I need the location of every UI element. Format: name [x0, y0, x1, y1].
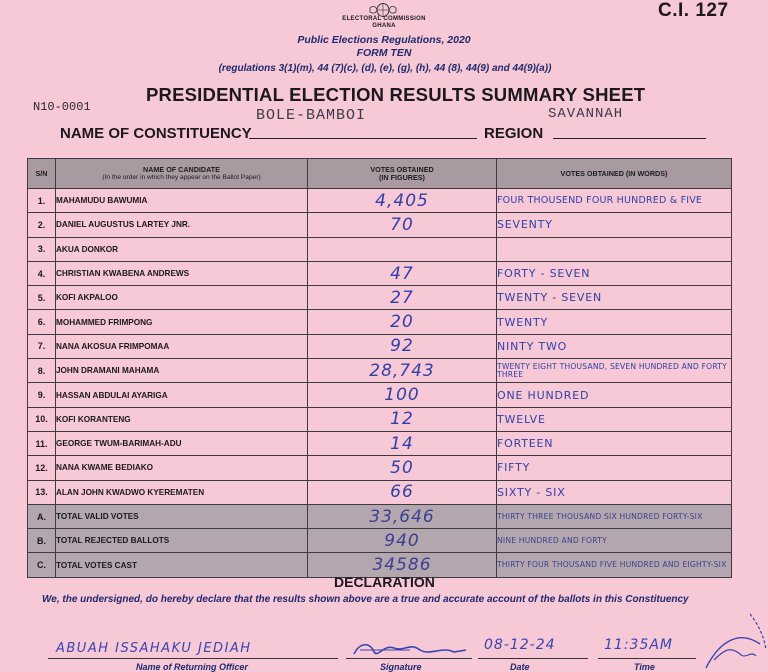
table-row [28, 431, 732, 455]
table-row [28, 383, 732, 407]
candidate-name: NANA KWAME BEDIAKO [56, 456, 308, 480]
row-sn: 9. [28, 383, 56, 407]
signature-label: Signature [380, 662, 422, 672]
votes-words: NINTY TWO [497, 334, 732, 358]
candidate-name: ALAN JOHN KWADWO KYEREMATEN [56, 480, 308, 504]
candidate-name: CHRISTIAN KWABENA ANDREWS [56, 261, 308, 285]
signature-scribble [350, 640, 470, 660]
candidate-name: AKUA DONKOR [56, 237, 308, 261]
constituency-label: NAME OF CONSTITUENCY [60, 125, 252, 142]
officer-name: ABUAH ISSAHAKU JEDIAH [56, 641, 252, 656]
candidate-header: NAME OF CANDIDATE (In the order in which they appear on the Ballot Paper) [56, 159, 308, 189]
time-underline [598, 658, 696, 659]
candidate-name: MOHAMMED FRIMPONG [56, 310, 308, 334]
candidate-name: GEORGE TWUM-BARIMAH-ADU [56, 431, 308, 455]
words-header: VOTES OBTAINED (IN WORDS) [497, 159, 732, 189]
votes-figures: 47 [308, 261, 497, 285]
total-label: TOTAL VALID VOTES [56, 504, 308, 528]
votes-figures: 100 [308, 383, 497, 407]
row-sn: 13. [28, 480, 56, 504]
row-sn: B. [28, 529, 56, 553]
votes-figures: 50 [308, 456, 497, 480]
officer-label: Name of Returning Officer [136, 662, 248, 672]
votes-figures: 27 [308, 286, 497, 310]
total-rejected-row [28, 529, 732, 553]
time-label: Time [634, 662, 655, 672]
votes-figures: 4,405 [308, 189, 497, 213]
votes-figures: 20 [308, 310, 497, 334]
time-value: 11:35AM [604, 637, 674, 653]
official-stamp-icon [700, 610, 768, 672]
votes-figures: 12 [308, 407, 497, 431]
row-sn: 2. [28, 213, 56, 237]
row-sn: A. [28, 504, 56, 528]
row-sn: 3. [28, 237, 56, 261]
constituency-value: BOLE-BAMBOI [256, 107, 367, 124]
row-sn: 6. [28, 310, 56, 334]
date-underline [478, 658, 588, 659]
votes-words: SEVENTY [497, 213, 732, 237]
table-header-row [28, 159, 732, 189]
table-row [28, 237, 732, 261]
votes-words: SIXTY - SIX [497, 480, 732, 504]
table-row [28, 359, 732, 383]
votes-words: ONE HUNDRED [497, 383, 732, 407]
ci-number: C.I. 127 [658, 0, 729, 21]
row-sn: 5. [28, 286, 56, 310]
votes-figures: 70 [308, 213, 497, 237]
candidate-name: MAHAMUDU BAWUMIA [56, 189, 308, 213]
row-sn: 4. [28, 261, 56, 285]
votes-words: FORTY - SEVEN [497, 261, 732, 285]
candidate-name: NANA AKOSUA FRIMPOMAA [56, 334, 308, 358]
row-sn: 11. [28, 431, 56, 455]
declaration-text: We, the undersigned, do hereby declare that the results shown above are a true and accurate account of the ballots in this Constituency [42, 594, 689, 605]
total-words: NINE HUNDRED AND FORTY [497, 529, 732, 553]
page-title: PRESIDENTIAL ELECTION RESULTS SUMMARY SHEET [146, 84, 646, 105]
form-name: FORM TEN [356, 47, 412, 59]
votes-words: TWELVE [497, 407, 732, 431]
votes-words: TWENTY EIGHT THOUSAND, SEVEN HUNDRED AND FORTY THREE [497, 359, 732, 383]
figures-header: VOTES OBTAINED (IN FIGURES) [308, 159, 497, 189]
votes-figures: 14 [308, 431, 497, 455]
total-label: TOTAL VOTES CAST [56, 553, 308, 577]
commission-name: ELECTORAL COMMISSION GHANA [342, 16, 426, 29]
table-row [28, 213, 732, 237]
votes-words: FORTEEN [497, 431, 732, 455]
votes-words: TWENTY [497, 310, 732, 334]
candidate-name: HASSAN ABDULAI AYARIGA [56, 383, 308, 407]
sn-header: S/N [28, 159, 56, 189]
votes-words: TWENTY - SEVEN [497, 286, 732, 310]
table-row [28, 480, 732, 504]
regulations-title: Public Elections Regulations, 2020 FORM TEN [250, 34, 518, 60]
region-value: SAVANNAH [548, 106, 624, 122]
row-sn: C. [28, 553, 56, 577]
table-row [28, 189, 732, 213]
table-row [28, 261, 732, 285]
date-label: Date [510, 662, 530, 672]
table-row [28, 456, 732, 480]
total-valid-row [28, 504, 732, 528]
candidate-name: KOFI KORANTENG [56, 407, 308, 431]
votes-figures: 66 [308, 480, 497, 504]
serial-number: N10-0001 [33, 100, 91, 114]
row-sn: 10. [28, 407, 56, 431]
votes-words [497, 237, 732, 261]
candidate-name: DANIEL AUGUSTUS LARTEY JNR. [56, 213, 308, 237]
declaration-title: DECLARATION [334, 574, 435, 590]
votes-figures [308, 237, 497, 261]
row-sn: 12. [28, 456, 56, 480]
constituency-underline [249, 138, 477, 139]
total-figures: 33,646 [308, 504, 497, 528]
votes-words: FOUR THOUSEND FOUR HUNDRED & FIVE [497, 189, 732, 213]
total-words: THIRTY THREE THOUSAND SIX HUNDRED FORTY-SIX [497, 504, 732, 528]
results-table [27, 158, 732, 578]
table-row [28, 334, 732, 358]
votes-figures: 28,743 [308, 359, 497, 383]
region-label: REGION [484, 125, 544, 142]
row-sn: 1. [28, 189, 56, 213]
votes-figures: 92 [308, 334, 497, 358]
region-underline [553, 138, 706, 139]
votes-words: FIFTY [497, 456, 732, 480]
table-row [28, 407, 732, 431]
signature-underline [346, 658, 472, 659]
officer-underline [48, 658, 338, 659]
regulations-refs: (regulations 3(1)(m), 44 (7)(c), (d), (e), (g), (h), 44 (8), 44(9) and 44(9)(a)) [218, 63, 552, 74]
table-row [28, 310, 732, 334]
row-sn: 8. [28, 359, 56, 383]
total-label: TOTAL REJECTED BALLOTS [56, 529, 308, 553]
total-figures: 34586 [308, 553, 497, 577]
date-value: 08-12-24 [484, 637, 556, 653]
row-sn: 7. [28, 334, 56, 358]
candidate-name: KOFI AKPALOO [56, 286, 308, 310]
total-figures: 940 [308, 529, 497, 553]
candidate-name: JOHN DRAMANI MAHAMA [56, 359, 308, 383]
table-row [28, 286, 732, 310]
total-words: THIRTY FOUR THOUSAND FIVE HUNDRED AND EIGHTY-SIX [497, 553, 732, 577]
